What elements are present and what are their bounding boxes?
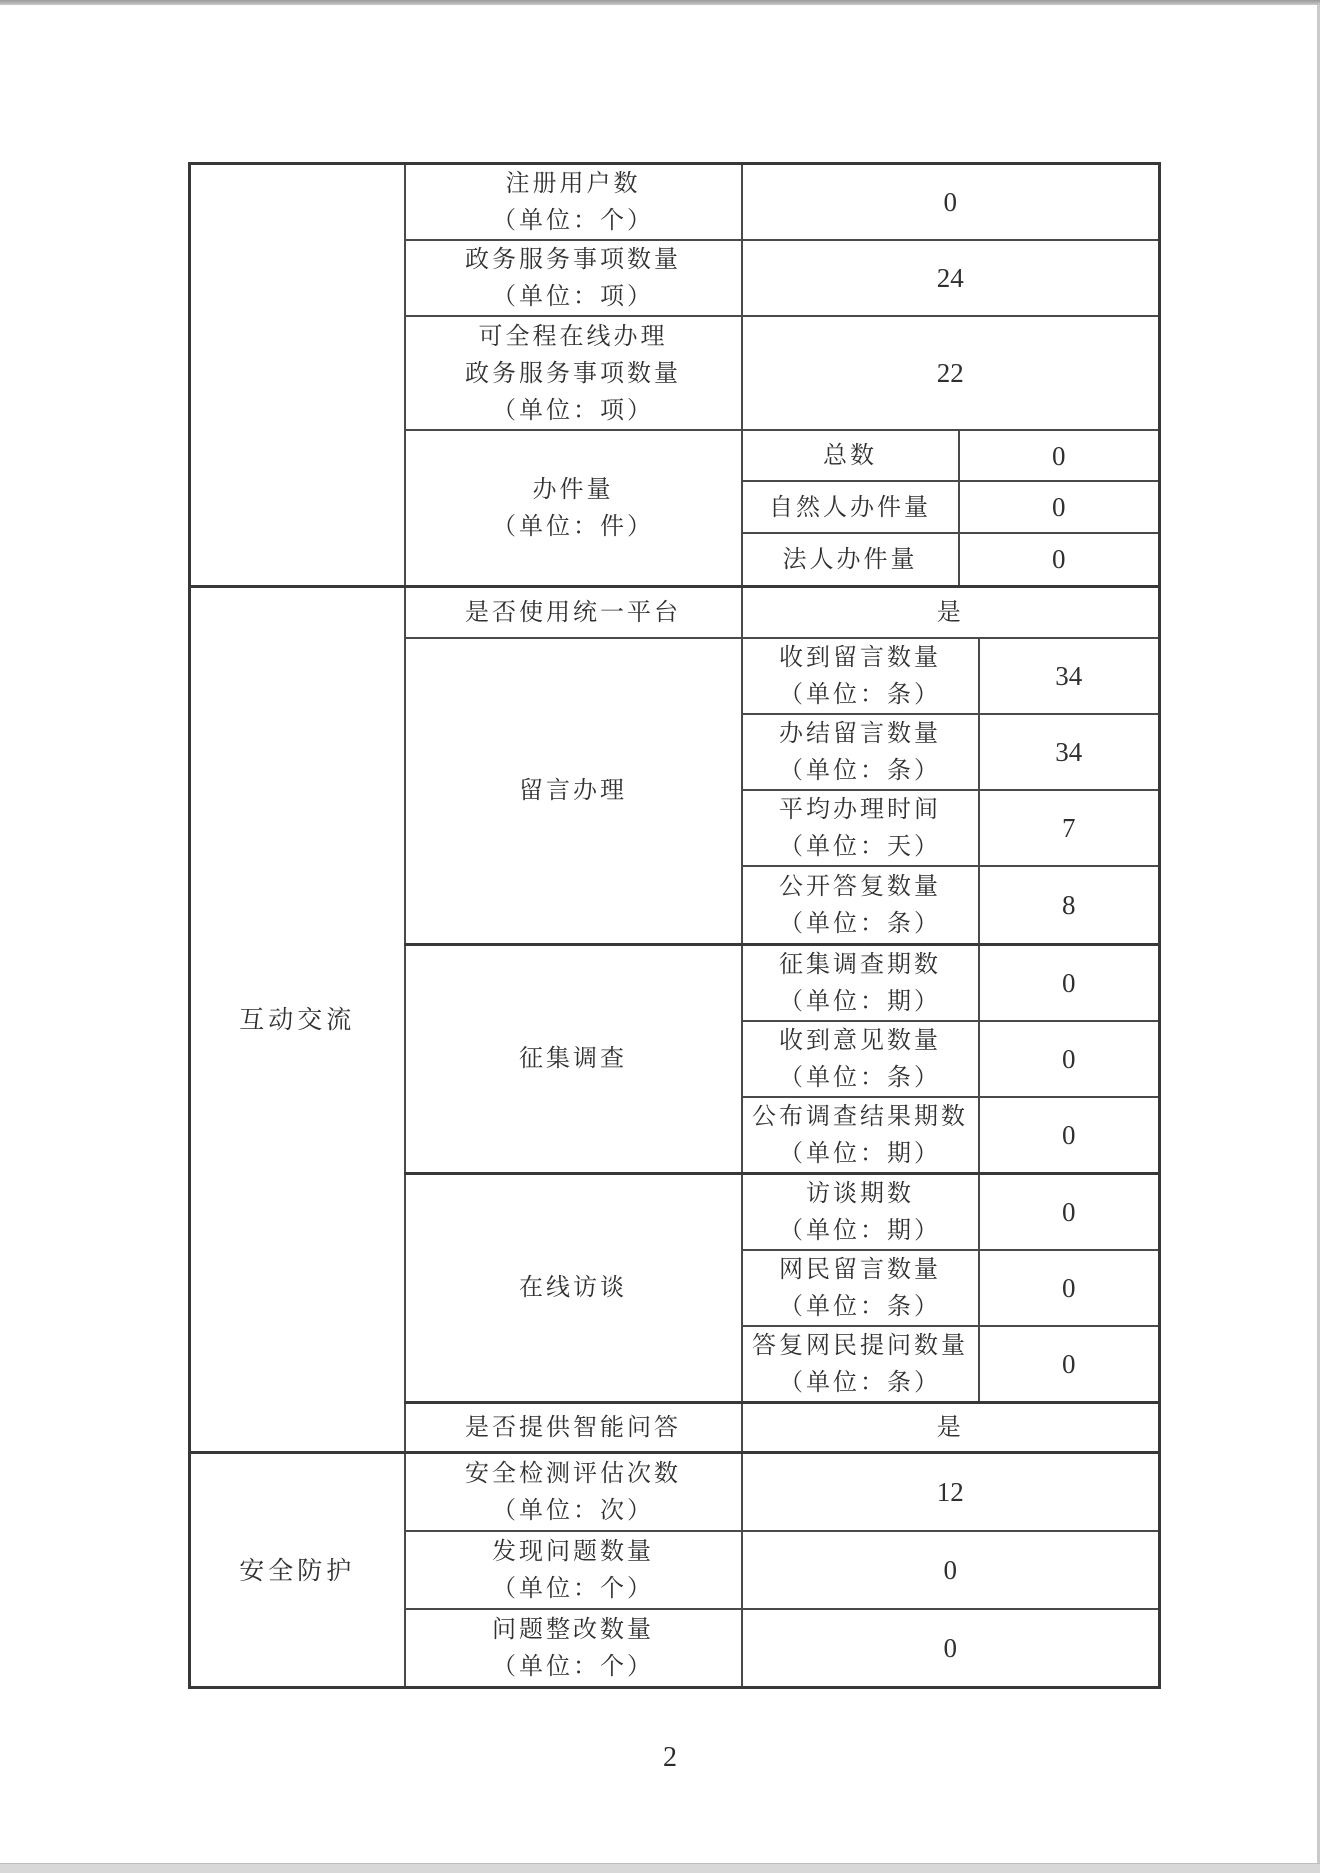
- label-unit: （单位：期）: [779, 1138, 941, 1167]
- label-line: 公开答复数量: [779, 871, 941, 900]
- label-line: 征集调查期数: [779, 949, 941, 978]
- value-survey-issues: 0: [979, 944, 1160, 1021]
- value-legal-person: 0: [959, 533, 1160, 586]
- value-unified-platform: 是: [742, 586, 1160, 638]
- row-label-online-service-items: [405, 316, 742, 430]
- label-unit: （单位：条）: [779, 1062, 941, 1091]
- sub-label-total: 总数: [742, 430, 959, 481]
- label-unit: （单位：件）: [492, 511, 654, 540]
- label-unit: （单位：条）: [779, 756, 941, 784]
- value-messages-received: 34: [979, 638, 1160, 714]
- value-public-replies: 8: [979, 866, 1160, 944]
- label-unit: （单位：次）: [492, 1495, 654, 1524]
- label-unit: （单位：期）: [779, 986, 941, 1015]
- sub-label-legal-person: 法人办件量: [742, 533, 959, 586]
- value-gov-service-items: 24: [742, 240, 1160, 316]
- sub-label-average-handling-time: [742, 790, 979, 866]
- value-opinions-received: 0: [979, 1021, 1160, 1097]
- label-unit: （单位：个）: [492, 1651, 654, 1680]
- label-unit: （单位：项）: [492, 395, 654, 424]
- page-number: 2: [663, 1742, 677, 1773]
- label-unit: （单位：个）: [492, 206, 654, 234]
- label-line: 发现问题数量: [492, 1536, 654, 1565]
- value-netizen-messages: 0: [979, 1250, 1160, 1326]
- row-label-problems-fixed: [405, 1609, 742, 1688]
- sub-label-interview-issues: [742, 1173, 979, 1250]
- label-line: 办件量: [532, 474, 614, 503]
- value-smart-qa: 是: [742, 1403, 1160, 1453]
- value-natural-person: 0: [959, 481, 1160, 533]
- label-line: 政务服务事项数量: [465, 245, 681, 273]
- label-unit: （单位：个）: [492, 1573, 654, 1602]
- group-label-case-volume: [405, 430, 742, 586]
- label-line: 公布调查结果期数: [752, 1101, 968, 1130]
- group-label-survey: 征集调查: [405, 944, 742, 1173]
- label-line: 收到意见数量: [779, 1025, 941, 1054]
- sub-label-survey-results-published: [742, 1097, 979, 1174]
- label-line: 办结留言数量: [779, 719, 941, 747]
- row-label-security-checks: [405, 1453, 742, 1531]
- sub-label-survey-issues: [742, 944, 979, 1021]
- label-line: 平均办理时间: [779, 795, 941, 823]
- label-unit: （单位：天）: [779, 832, 941, 860]
- label-line: 注册用户数: [505, 169, 641, 197]
- label-unit: （单位：项）: [492, 282, 654, 310]
- row-label-unified-platform: 是否使用统一平台: [405, 586, 742, 638]
- value-problems-fixed: 0: [742, 1609, 1160, 1688]
- label-line: 访谈期数: [806, 1178, 914, 1207]
- label-line: 安全检测评估次数: [465, 1458, 681, 1487]
- label-line: 可全程在线办理: [478, 321, 668, 350]
- row-label-registered-users: [405, 164, 742, 241]
- label-unit: （单位：条）: [779, 1367, 941, 1396]
- label-line: 问题整改数量: [492, 1614, 654, 1643]
- value-total: 0: [959, 430, 1160, 481]
- sub-label-netizen-messages: [742, 1250, 979, 1326]
- label-unit: （单位：期）: [779, 1215, 941, 1244]
- label-unit: （单位：条）: [779, 1291, 941, 1320]
- sub-label-public-replies: [742, 866, 979, 944]
- page-bottom-edge: [0, 1863, 1320, 1873]
- sub-label-messages-received: [742, 638, 979, 714]
- value-average-handling-time: 7: [979, 790, 1160, 866]
- category-security: 安全防护: [190, 1453, 405, 1688]
- label-line: 答复网民提问数量: [752, 1330, 968, 1359]
- value-security-checks: 12: [742, 1453, 1160, 1531]
- value-netizen-questions-answered: 0: [979, 1326, 1160, 1403]
- sub-label-messages-completed: [742, 714, 979, 790]
- value-messages-completed: 34: [979, 714, 1160, 790]
- label-line: 网民留言数量: [779, 1254, 941, 1283]
- label-unit: （单位：条）: [779, 908, 941, 937]
- label-line: 收到留言数量: [779, 643, 941, 671]
- label-line: 政务服务事项数量: [465, 358, 681, 387]
- sub-label-natural-person: 自然人办件量: [742, 481, 959, 533]
- group-label-interview: 在线访谈: [405, 1173, 742, 1403]
- value-online-service-items: 22: [742, 316, 1160, 430]
- sub-label-netizen-questions-answered: [742, 1326, 979, 1403]
- row-label-smart-qa: 是否提供智能问答: [405, 1403, 742, 1453]
- group-label-message-handling: 留言办理: [405, 638, 742, 944]
- value-registered-users: 0: [742, 164, 1160, 241]
- category-interaction: 互动交流: [190, 586, 405, 1453]
- row-label-gov-service-items: [405, 240, 742, 316]
- value-problems-found: 0: [742, 1531, 1160, 1609]
- label-unit: （单位：条）: [779, 680, 941, 708]
- category-cell-blank: [190, 164, 405, 587]
- value-survey-results-published: 0: [979, 1097, 1160, 1174]
- annual-report-table: [188, 162, 1161, 1689]
- page-top-edge: [0, 0, 1320, 5]
- value-interview-issues: 0: [979, 1173, 1160, 1250]
- sub-label-opinions-received: [742, 1021, 979, 1097]
- row-label-problems-found: [405, 1531, 742, 1609]
